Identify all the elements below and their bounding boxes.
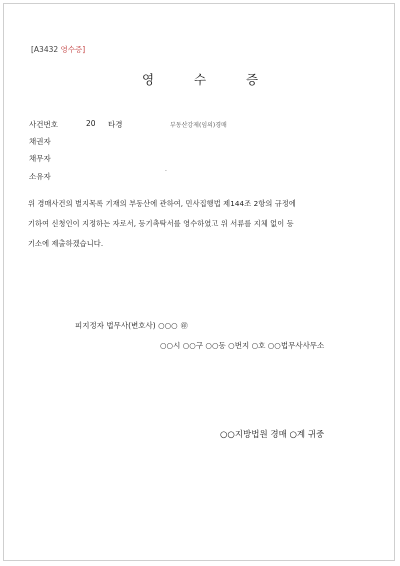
body-line: 기하여 신청인이 지정하는 자로서, 등기촉탁서를 영수하였고 위 서류를 지체 없이 등	[28, 219, 294, 228]
signer-address: ○○시 ○○구 ○○동 ○번지 ○호 ○○법무사사무소	[160, 341, 325, 350]
form-code	[31, 44, 85, 55]
case-kind: 부동산강제(임의)경매	[170, 122, 227, 129]
case-year: 20	[86, 119, 96, 128]
signer-label: 피지정자 법무사(변호사) ○○○	[75, 321, 178, 330]
body-paragraph	[28, 194, 373, 254]
title-char: 증	[245, 72, 259, 87]
body-line: 위 경매사건의 별지목록 기재의 부동산에 관하여, 민사집행법 제144조 2항의 규정에	[28, 199, 296, 208]
owner-label: 소유자	[29, 172, 51, 181]
form-code-number: [A3432	[31, 45, 59, 54]
court-addressee: ○○지방법원 경매 ○계 귀중	[220, 430, 325, 440]
signer-line	[75, 320, 188, 331]
document-title	[0, 70, 400, 88]
seal-mark: ㊞	[180, 322, 188, 330]
title-char: 수	[193, 72, 207, 87]
case-type: 타경	[108, 120, 123, 129]
stray-dot: ·	[165, 168, 167, 175]
body-line: 기소에 제출하겠습니다.	[28, 239, 104, 248]
case-number-label: 사건번호	[29, 120, 58, 129]
form-code-tag: 영수증]	[60, 45, 86, 54]
creditor-label: 채권자	[29, 137, 51, 146]
title-char: 영	[141, 72, 155, 87]
debtor-label: 채무자	[29, 154, 51, 163]
